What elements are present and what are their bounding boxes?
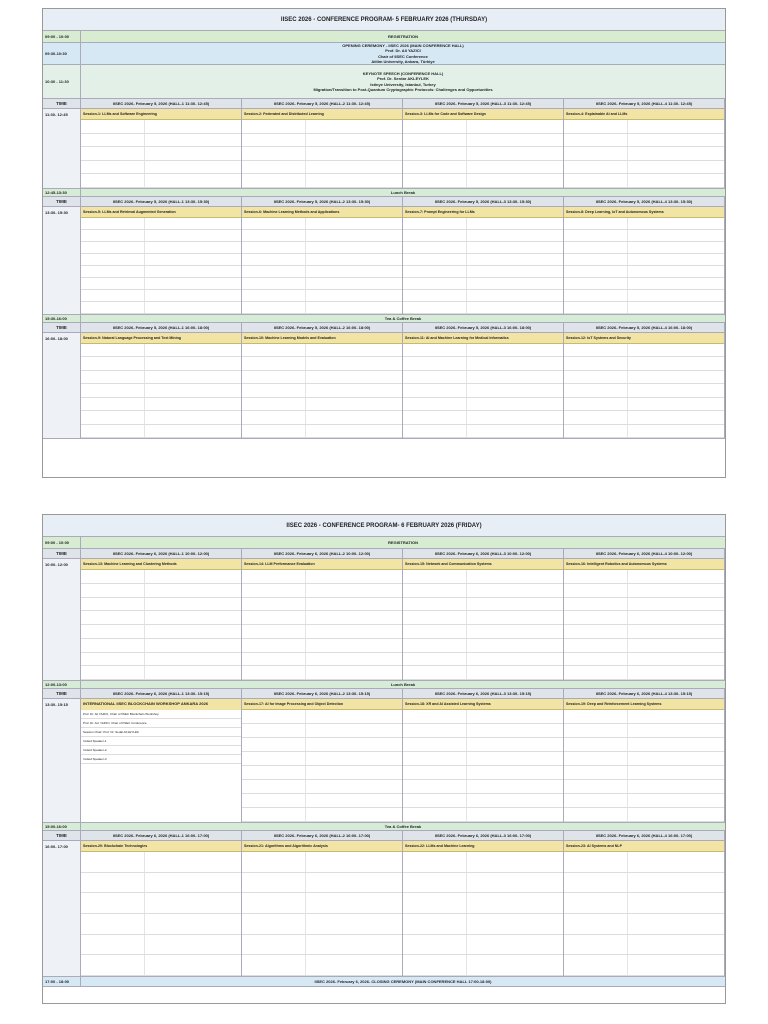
- session-cell: [81, 333, 242, 438]
- session-cell: [564, 841, 725, 976]
- session-cell: [403, 699, 564, 822]
- paper-row: [81, 134, 241, 148]
- keynote-line: Prof. Dr. Serdar AKLEYLEK: [377, 76, 429, 82]
- session-cell: [403, 207, 564, 314]
- session-title: Session-2: Federated and Distributed Learning: [242, 109, 402, 120]
- registration-row: [43, 31, 725, 43]
- workshop-cell: [81, 699, 242, 822]
- time-header: TIME: [43, 99, 81, 108]
- time-cell: 15:00-16:00: [43, 823, 81, 830]
- session-title: Session-10: Machine Learning Models and Evaluation: [242, 333, 402, 344]
- hall-header-row: [43, 323, 725, 333]
- session-title: Session-16: Intelligent Robotics and Autonomous Systems: [564, 559, 724, 570]
- hall-header: IISEC 2026- February 6, 2026 (HALL-4 10:00- 12:00): [564, 549, 725, 558]
- lunch-row: [43, 189, 725, 197]
- time-header: TIME: [43, 549, 81, 558]
- session-title: Session-3: LLMs for Code and Software Design: [403, 109, 563, 120]
- slot-time: 13:30- 15:30: [43, 207, 81, 314]
- session-cell: [564, 109, 725, 188]
- session-title: Session-19: Deep and Reinforcement Learning Systems: [564, 699, 724, 710]
- hall-header: IISEC 2026- February 5, 2026 (HALL-2 11:30- 12:45): [242, 99, 403, 108]
- session-title: Session-8: Deep Learning, IoT and Autonomous Systems: [564, 207, 724, 218]
- opening-row: [43, 43, 725, 65]
- keynote-text: [81, 65, 725, 98]
- paper-row: [403, 120, 563, 134]
- hall-header: IISEC 2026- February 5, 2026 (HALL-1 16:00- 18:00): [81, 323, 242, 332]
- lunch-row: [43, 681, 725, 689]
- hall-header: IISEC 2026- February 6, 2026 (HALL-3 10:00- 12:00): [403, 549, 564, 558]
- workshop-line: Invited Speaker-2: [81, 746, 241, 755]
- session-cell: [81, 109, 242, 188]
- time-cell: 12:45-13:30: [43, 189, 81, 196]
- paper-row: [242, 161, 402, 175]
- slot-time: 16:00- 18:00: [43, 333, 81, 438]
- session-cell: [242, 841, 403, 976]
- paper-row: [81, 161, 241, 175]
- program-page-day1: [42, 8, 726, 478]
- session-title: Session-18: XR and AI Assisted Learning Systems: [403, 699, 563, 710]
- lunch-label: Lunch Break: [390, 189, 416, 195]
- opening-line: Prof. Dr. Ali YAZICI: [385, 48, 421, 54]
- session-cell: [564, 333, 725, 438]
- session-cell: [564, 559, 725, 680]
- hall-header: IISEC 2026- February 5, 2026 (HALL-4 11:30- 12:45): [564, 99, 725, 108]
- workshop-line: Prof. Dr. Ali YAZICI, Chair of IISEC Blockchain Workshop: [81, 710, 241, 719]
- time-cell: 09:30-10:30: [43, 43, 81, 64]
- time-cell: 12:00-13:00: [43, 681, 81, 688]
- time-cell: 09:00 - 10:00: [43, 537, 81, 548]
- session-title: Session-20: Blockchain Technologies: [81, 841, 241, 852]
- workshop-line: Prof. Dr. ALI YAZICI, Chair of IISEC Conference: [81, 719, 241, 728]
- tea-break-row: [43, 823, 725, 831]
- paper-row: [242, 120, 402, 134]
- time-header: TIME: [43, 197, 81, 206]
- paper-row: [564, 147, 724, 161]
- time-cell: 09:00 - 10:00: [43, 31, 81, 42]
- hall-header: IISEC 2026- February 6, 2026 (HALL-1 10:00- 12:00): [81, 549, 242, 558]
- hall-header-row: [43, 831, 725, 841]
- hall-header: IISEC 2026- February 5, 2026 (HALL-4 13:30- 15:30): [564, 197, 725, 206]
- keynote-line: Migration/Transition to Post-Quantum Cryptographic Protocols: Challenges and Opportunities: [313, 86, 493, 92]
- session-title: Session-21: Algorithms and Algorithmic Analysis: [242, 841, 402, 852]
- paper-row: [403, 161, 563, 175]
- hall-header: IISEC 2026- February 6, 2026 (HALL-1 16:00- 17:00): [81, 831, 242, 840]
- session-cell: [242, 109, 403, 188]
- paper-row: [564, 120, 724, 134]
- session-title: Session-17: AI for Image Processing and Object Detection: [242, 699, 402, 710]
- registration-label: REGISTRATION: [388, 539, 418, 545]
- session-cell: [564, 699, 725, 822]
- time-cell: 15:30-16:00: [43, 315, 81, 322]
- session-title: Session-15: Network and Communication Systems: [403, 559, 563, 570]
- time-header: TIME: [43, 831, 81, 840]
- registration-row: [43, 537, 725, 549]
- paper-row: [81, 147, 241, 161]
- hall-header: IISEC 2026- February 6, 2026 (HALL-3 13:30- 15:15): [403, 689, 564, 698]
- tea-break-label: Tea & Coffee Break: [384, 823, 422, 829]
- session-title: Session-5: LLMs and Retrieval Augmented Generation: [81, 207, 241, 218]
- paper-row: [242, 147, 402, 161]
- session-row: [43, 333, 725, 439]
- opening-line: Chair of IISEC Conference: [378, 53, 428, 59]
- hall-header-row: [43, 689, 725, 699]
- workshop-line: Session Chair: Prof. Dr. Sedat AKLEYLEK: [81, 728, 241, 737]
- session-cell: [564, 207, 725, 314]
- keynote-row: [43, 65, 725, 99]
- session-cell: [81, 207, 242, 314]
- hall-header: IISEC 2026- February 6, 2026 (HALL-3 16:00- 17:00): [403, 831, 564, 840]
- session-title: Session-13: Machine Learning and Clustering Methods: [81, 559, 241, 570]
- session-title: Session-9: Natural Language Processing and Text Mining: [81, 333, 241, 344]
- tea-break-label: Tea & Coffee Break: [384, 315, 422, 321]
- tea-break-row: [43, 315, 725, 323]
- session-title: Session-11: AI and Machine Learning for Medical Informatics: [403, 333, 563, 344]
- session-title: Session-4: Explainable AI and LLMs: [564, 109, 724, 120]
- hall-header: IISEC 2026- February 5, 2026 (HALL-1 11:30- 12:45): [81, 99, 242, 108]
- session-cell: [403, 559, 564, 680]
- hall-header: IISEC 2026- February 5, 2026 (HALL-4 16:00- 18:00): [564, 323, 725, 332]
- paper-row: [403, 147, 563, 161]
- hall-header: IISEC 2026- February 6, 2026 (HALL-2 13:30- 15:15): [242, 689, 403, 698]
- time-cell: 10:30 - 11:30: [43, 65, 81, 98]
- paper-row: [564, 174, 724, 188]
- session-cell: [242, 333, 403, 438]
- paper-row: [403, 134, 563, 148]
- page-title: IISEC 2026 - CONFERENCE PROGRAM- 6 FEBRUARY 2026 (FRIDAY): [43, 515, 725, 537]
- slot-time: 11:30- 12:45: [43, 109, 81, 188]
- paper-row: [242, 174, 402, 188]
- session-cell: [403, 109, 564, 188]
- session-row: [43, 207, 725, 315]
- session-cell: [242, 207, 403, 314]
- hall-header: IISEC 2026- February 5, 2026 (HALL-3 11:30- 12:45): [403, 99, 564, 108]
- hall-header: IISEC 2026- February 5, 2026 (HALL-3 13:30- 15:30): [403, 197, 564, 206]
- closing-row: [43, 977, 725, 987]
- session-cell: [242, 699, 403, 822]
- time-cell: 17:00 - 18:00: [43, 977, 81, 986]
- hall-header: IISEC 2026- February 6, 2026 (HALL-2 16:00- 17:00): [242, 831, 403, 840]
- session-title: Session-23: AI Systems and NLP: [564, 841, 724, 852]
- time-header: TIME: [43, 323, 81, 332]
- slot-time: 13:30- 15:15: [43, 699, 81, 822]
- session-cell: [242, 559, 403, 680]
- workshop-title: INTERNATIONAL IISEC BLOCKCHAIN WORKSHOP ANKARA 2026: [81, 699, 241, 710]
- hall-header: IISEC 2026- February 5, 2026 (HALL-2 13:30- 15:30): [242, 197, 403, 206]
- hall-header: IISEC 2026- February 6, 2026 (HALL-1 13:30- 15:15): [81, 689, 242, 698]
- opening-text: [81, 43, 725, 64]
- paper-row: [564, 134, 724, 148]
- page-title: IISEC 2026 - CONFERENCE PROGRAM- 5 FEBRUARY 2026 (THURSDAY): [43, 9, 725, 31]
- session-row: [43, 109, 725, 189]
- closing-label: IISEC 2026- February 6, 2026- CLOSING CEREMONY (MAIN CONFERENCE HALL 17:00-18:00): [314, 978, 492, 984]
- hall-header-row: [43, 197, 725, 207]
- session-row: [43, 699, 725, 823]
- hall-header-row: [43, 549, 725, 559]
- workshop-line: Invited Speaker-1: [81, 737, 241, 746]
- slot-time: 10:00- 12:00: [43, 559, 81, 680]
- workshop-line: Invited Speaker-3: [81, 755, 241, 764]
- opening-line: Atilim University, Ankara, Türkiye: [371, 58, 435, 64]
- hall-header: IISEC 2026- February 6, 2026 (HALL-4 13:30- 15:15): [564, 689, 725, 698]
- session-title: Session-22: LLMs and Machine Learning: [403, 841, 563, 852]
- session-cell: [403, 333, 564, 438]
- session-title: Session-12: IoT Systems and Security: [564, 333, 724, 344]
- session-title: Session-7: Prompt Engineering for LLMs: [403, 207, 563, 218]
- keynote-line: Istinye University, Istanbul, Turkey: [370, 81, 436, 87]
- slot-time: 16:00- 17:00: [43, 841, 81, 976]
- hall-header-row: [43, 99, 725, 109]
- paper-row: [403, 174, 563, 188]
- hall-header: IISEC 2026- February 6, 2026 (HALL-2 10:00- 12:00): [242, 549, 403, 558]
- lunch-label: Lunch Break: [390, 681, 416, 687]
- session-title: Session-14: LLM Performance Evaluation: [242, 559, 402, 570]
- session-cell: [81, 559, 242, 680]
- session-row: [43, 841, 725, 977]
- paper-row: [564, 161, 724, 175]
- time-header: TIME: [43, 689, 81, 698]
- session-row: [43, 559, 725, 681]
- opening-line: OPENING CEREMONY - IISEC 2026 (MAIN CONFERENCE HALL): [342, 42, 464, 48]
- program-page-day2: [42, 514, 726, 1004]
- session-cell: [81, 841, 242, 976]
- session-title: Session-1: LLMs and Software Engineering: [81, 109, 241, 120]
- registration-label: REGISTRATION: [388, 33, 418, 39]
- hall-header: IISEC 2026- February 6, 2026 (HALL-4 16:00- 17:00): [564, 831, 725, 840]
- hall-header: IISEC 2026- February 5, 2026 (HALL-2 16:00- 18:00): [242, 323, 403, 332]
- session-cell: [403, 841, 564, 976]
- paper-row: [81, 120, 241, 134]
- keynote-line: KEYNOTE SPEECH (CONFERENCE HALL): [362, 70, 444, 76]
- paper-row: [81, 174, 241, 188]
- hall-header: IISEC 2026- February 5, 2026 (HALL-3 16:00- 18:00): [403, 323, 564, 332]
- paper-row: [242, 134, 402, 148]
- hall-header: IISEC 2026- February 5, 2026 (HALL-1 13:30- 15:30): [81, 197, 242, 206]
- session-title: Session-6: Machine Learning Methods and Applications: [242, 207, 402, 218]
